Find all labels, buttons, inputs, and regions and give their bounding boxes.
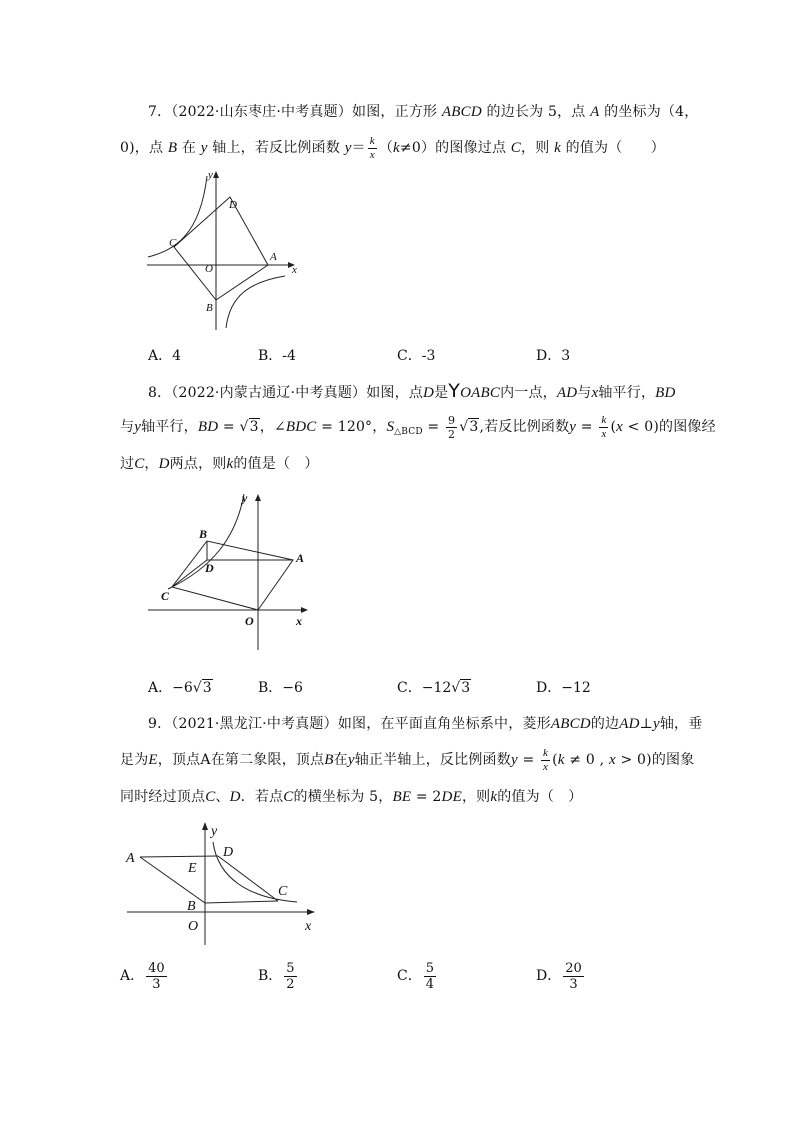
- fraction-denominator: 2: [448, 427, 456, 441]
- label-y: y: [208, 169, 213, 181]
- fraction: [368, 135, 377, 162]
- y-axis-arrow: [202, 822, 208, 830]
- option-value: [561, 680, 591, 696]
- problem-8-option-a: [148, 678, 213, 698]
- option-label: C．: [397, 968, 422, 984]
- problem-8-line-2: [120, 413, 716, 441]
- label-x: x: [296, 614, 302, 628]
- fraction: [146, 961, 167, 992]
- label-a: A: [126, 851, 135, 866]
- problem-7-option-c: [397, 346, 435, 366]
- math-variable: y: [653, 716, 660, 732]
- text-run: 轴正半轴上，反比例函数: [354, 752, 511, 768]
- option-label: A．: [148, 680, 173, 696]
- problem-8-line-1: [148, 381, 676, 403]
- fraction-denominator: x: [543, 760, 549, 773]
- text-run: (: [610, 419, 617, 435]
- math-variable: k: [554, 140, 561, 156]
- text-run: 的值为（ ）: [497, 789, 583, 805]
- option-value: [144, 960, 169, 992]
- text-run: 是: [434, 385, 449, 401]
- text-run: 轴平行，: [141, 419, 198, 435]
- math-variable: DE: [441, 789, 462, 805]
- text-run: =: [517, 752, 540, 768]
- text-run: −12: [561, 680, 591, 696]
- problem-7-line-1: [148, 102, 698, 122]
- segment-bc: [205, 901, 278, 903]
- text-run: 过: [120, 456, 135, 472]
- math-variable: C: [134, 456, 145, 472]
- label-a: A: [296, 551, 305, 565]
- square-abcd: [174, 197, 268, 300]
- text-run: 与: [120, 419, 135, 435]
- problem-9-line-1: [148, 714, 702, 734]
- label-o: O: [205, 263, 213, 275]
- text-run: 足为: [120, 752, 149, 768]
- segment-dc: [218, 856, 278, 901]
- text-run: 同时经过顶点: [120, 789, 206, 805]
- text-run: (: [552, 752, 558, 768]
- problem-7-option-a: [148, 346, 181, 366]
- math-variable: D: [423, 385, 435, 401]
- option-label: B．: [258, 348, 283, 364]
- label-b: B: [199, 527, 208, 541]
- text-run: 在: [333, 752, 348, 768]
- label-x: x: [305, 919, 312, 934]
- math-variable: k: [226, 456, 234, 472]
- fraction-denominator: x: [369, 148, 375, 161]
- radical-sign: √: [459, 419, 469, 435]
- label-d: D: [229, 199, 237, 211]
- label-y: y: [211, 824, 218, 839]
- figure-problem-7: [140, 165, 310, 335]
- label-a: A: [270, 251, 277, 263]
- text-run: 轴，垂: [659, 716, 703, 732]
- text-run: ，则: [521, 140, 555, 156]
- label-e: E: [188, 861, 197, 876]
- fraction-denominator: 4: [425, 976, 434, 992]
- fraction: [599, 414, 608, 441]
- text-run: =: [218, 419, 240, 435]
- math-variable: ABCD: [441, 104, 482, 120]
- math-variable: BE: [392, 789, 412, 805]
- text-run: （: [378, 140, 394, 156]
- math-variable: S: [386, 419, 395, 435]
- problem-7-option-d: [536, 346, 570, 366]
- label-b: B: [187, 899, 196, 914]
- option-label: A．: [120, 968, 145, 984]
- text-run: −6: [172, 680, 193, 696]
- label-c: C: [169, 237, 177, 249]
- radicand: 3: [249, 419, 259, 435]
- option-value: [422, 960, 438, 992]
- option-value: [172, 348, 181, 364]
- text-run: 的值为（ ）: [560, 140, 665, 156]
- text-run: ≠ 0 ,: [564, 752, 609, 768]
- option-value: [282, 348, 296, 364]
- label-d: D: [205, 561, 214, 575]
- option-label: B．: [258, 968, 283, 984]
- option-value: [561, 960, 586, 992]
- text-run: 4: [172, 348, 182, 364]
- radicand: 3: [202, 680, 212, 696]
- text-run: = 2: [411, 789, 442, 805]
- math-variable: ABCD: [550, 716, 591, 732]
- option-label: D．: [536, 348, 562, 364]
- text-run: < 0): [623, 419, 660, 435]
- text-run: ≠0）的图像过点: [399, 140, 511, 156]
- label-b: B: [206, 302, 213, 314]
- label-d: D: [223, 845, 234, 860]
- option-value: [422, 679, 471, 696]
- label-o: O: [188, 919, 199, 934]
- fraction-numerator: 5: [286, 960, 295, 976]
- text-run: = 120°，: [316, 419, 387, 435]
- math-variable: AD: [556, 385, 578, 401]
- option-label: C．: [397, 348, 422, 364]
- math-variable: BDC: [285, 419, 317, 435]
- text-run: ＝: [351, 140, 366, 156]
- radicand: 3: [469, 419, 479, 435]
- text-run: 的值是（ ）: [233, 456, 319, 472]
- option-value: [561, 348, 570, 364]
- math-variable: E: [148, 752, 158, 768]
- hyperbola-lower-right-branch: [226, 276, 285, 328]
- problem-9-option-a: [120, 960, 169, 992]
- text-run: ，顶点A在第二象限，顶点: [157, 752, 325, 768]
- problem-9-option-c: [397, 960, 438, 992]
- text-run: 的图像经: [659, 419, 716, 435]
- text-run: =: [422, 419, 444, 435]
- subscript: △BCD: [394, 427, 423, 437]
- text-run: ,若反比例函数: [479, 419, 570, 435]
- math-variable: C: [205, 789, 216, 805]
- math-variable: A: [590, 104, 600, 120]
- text-run: −12: [421, 680, 452, 696]
- square-root: [193, 679, 213, 696]
- math-variable: OABC: [460, 385, 501, 401]
- x-axis-arrow: [301, 607, 308, 613]
- label-o: O: [245, 614, 254, 628]
- y-axis-arrow: [213, 171, 219, 178]
- math-variable: BD: [197, 419, 219, 435]
- label-c: C: [161, 589, 170, 603]
- math-variable: x: [608, 752, 616, 768]
- option-label: A．: [148, 348, 173, 364]
- math-variable: D: [229, 789, 241, 805]
- text-run: 9．（2021·黑龙江·中考真题）如图，在平面直角坐标系中，菱形: [148, 716, 551, 732]
- text-run: 两点，则: [169, 456, 227, 472]
- option-value: [172, 679, 212, 696]
- fraction: [541, 747, 550, 774]
- math-variable: B: [324, 752, 334, 768]
- math-variable: x: [616, 419, 624, 435]
- math-variable: k: [393, 140, 400, 156]
- text-run: 轴上，若反比例函数: [207, 140, 345, 156]
- figure-problem-9: [120, 815, 325, 950]
- text-run: ．若点: [240, 789, 284, 805]
- fraction: [424, 961, 436, 992]
- fraction-denominator: 3: [152, 976, 161, 992]
- fraction-numerator: 9: [448, 413, 456, 427]
- fraction-numerator: 40: [148, 960, 165, 976]
- text-run: 的边: [590, 716, 620, 732]
- math-variable: y: [134, 419, 142, 435]
- text-run: 的横坐标为 5，: [293, 789, 393, 805]
- math-variable: y: [510, 752, 518, 768]
- fraction-numerator: 5: [425, 960, 434, 976]
- problem-9-option-d: [536, 960, 586, 992]
- text-run: -4: [282, 348, 296, 364]
- math-variable: y: [347, 752, 355, 768]
- text-run: 8．（2022·内蒙古通辽·中考真题）如图，点: [148, 385, 424, 401]
- radical-sign: √: [239, 419, 249, 435]
- text-run: ⊥: [639, 716, 653, 732]
- text-run: 在: [177, 140, 201, 156]
- problem-7-line-2: [120, 134, 665, 161]
- text-run: 的边长为 5，点: [481, 104, 591, 120]
- fraction-numerator: 20: [565, 960, 582, 976]
- figure-problem-8: [140, 485, 315, 655]
- problem-8-option-d: [536, 678, 591, 698]
- math-variable: x: [591, 385, 599, 401]
- math-variable: C: [510, 140, 522, 156]
- text-run: 与: [577, 385, 592, 401]
- fraction: [446, 414, 457, 441]
- y-axis-arrow: [255, 494, 261, 501]
- math-variable: AD: [619, 716, 640, 732]
- option-label: B．: [258, 680, 283, 696]
- radical-sign: √: [451, 680, 461, 696]
- text-run: 的图象: [651, 752, 695, 768]
- problem-8-option-b: [258, 678, 303, 698]
- text-run: 0)，点: [120, 140, 168, 156]
- text-run: > 0): [615, 752, 652, 768]
- math-variable: BD: [655, 385, 676, 401]
- text-run: 内一点，: [500, 385, 557, 401]
- radicand: 3: [461, 680, 471, 696]
- label-c: C: [278, 884, 288, 899]
- option-label: D．: [536, 968, 562, 984]
- text-run: ，: [144, 456, 159, 472]
- segment-ad: [140, 856, 218, 857]
- fraction-numerator: k: [601, 413, 607, 426]
- problem-8-option-c: [397, 678, 471, 698]
- fraction-numerator: k: [369, 134, 375, 147]
- fraction: [563, 961, 584, 992]
- fraction-denominator: 3: [569, 976, 578, 992]
- math-variable: D: [158, 456, 170, 472]
- hyperbola-upper-left-branch: [148, 176, 207, 257]
- math-variable: B: [167, 140, 178, 156]
- option-label: C．: [397, 680, 422, 696]
- option-value: [422, 348, 436, 364]
- fraction: [284, 961, 296, 992]
- problem-9-option-b: [258, 960, 299, 992]
- math-variable: y: [569, 419, 577, 435]
- label-x: x: [292, 264, 297, 276]
- text-run: 3: [561, 348, 571, 364]
- text-run: -3: [421, 348, 436, 364]
- text-run: 、: [215, 789, 230, 805]
- option-value: [282, 680, 303, 696]
- text-run: 轴平行，: [598, 385, 656, 401]
- text-run: 的坐标为（4，: [599, 104, 699, 120]
- math-variable: y: [200, 140, 208, 156]
- fraction-denominator: x: [601, 427, 607, 440]
- fraction-denominator: 2: [286, 976, 295, 992]
- problem-9-line-3: [120, 787, 582, 807]
- square-root: [451, 679, 471, 696]
- text-run: −6: [282, 680, 303, 696]
- label-y: y: [242, 491, 248, 505]
- parallelogram-oabc: [172, 541, 293, 610]
- fraction-numerator: k: [543, 746, 549, 759]
- x-axis-arrow: [307, 909, 315, 915]
- parallelogram-symbol: Y: [448, 380, 461, 402]
- option-value: [282, 960, 298, 992]
- math-variable: C: [283, 789, 294, 805]
- radical-sign: √: [192, 680, 202, 696]
- math-variable: y: [344, 140, 352, 156]
- problem-8-line-3: [120, 454, 319, 474]
- problem-9-line-2: [120, 746, 695, 773]
- math-variable: k: [557, 752, 565, 768]
- text-run: =: [576, 419, 598, 435]
- text-run: ，∠: [259, 419, 286, 435]
- square-root: [459, 418, 479, 435]
- problem-7-option-b: [258, 346, 296, 366]
- text-run: ，则: [461, 789, 491, 805]
- square-root: [240, 418, 260, 435]
- option-label: D．: [536, 680, 562, 696]
- math-variable: k: [490, 789, 498, 805]
- text-run: 7．（2022·山东枣庄·中考真题）如图，正方形: [148, 104, 442, 120]
